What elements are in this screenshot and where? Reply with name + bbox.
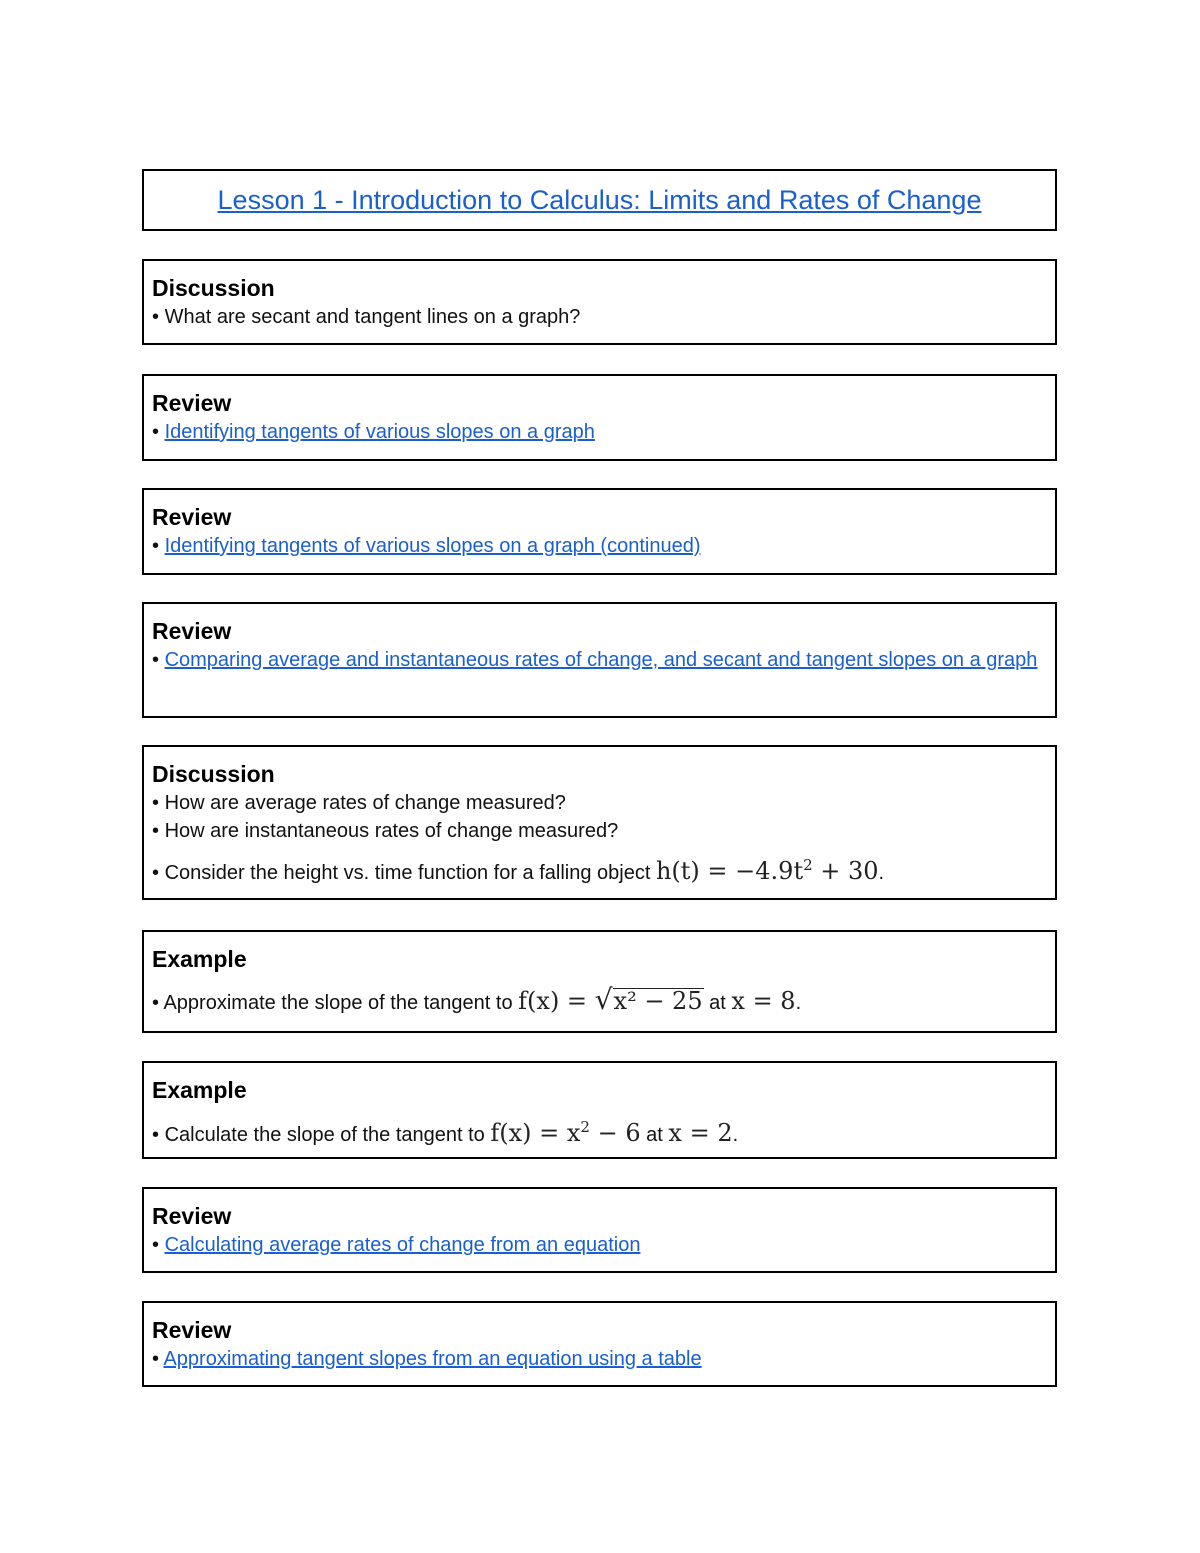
bullet-line [152, 418, 1047, 446]
review-link[interactable]: Calculating average rates of change from an equation [164, 1234, 641, 1256]
review-link[interactable]: Approximating tangent slopes from an equation using a table [163, 1348, 702, 1370]
section-review-5 [142, 1301, 1057, 1387]
section-title: Review [152, 504, 232, 530]
section-title: Discussion [152, 761, 275, 787]
review-link[interactable]: Identifying tangents of various slopes on a graph (continued) [164, 535, 701, 557]
section-title: Review [152, 618, 232, 644]
bullet-line [152, 532, 1047, 560]
sqrt-function-formula: f(x) = √x² − 25 [518, 983, 703, 1016]
line-text: What are secant and tangent lines on a graph? [164, 306, 581, 328]
section-title: Review [152, 390, 232, 416]
bullet: • [152, 820, 160, 842]
bullet-line [152, 1345, 1047, 1373]
section-review-1 [142, 374, 1057, 461]
x-value: x = 2 [668, 1119, 733, 1147]
section-discussion-2 [142, 745, 1057, 900]
line-text: Consider the height vs. time function for a falling object [164, 862, 651, 884]
bullet-line: • Calculate the slope of the tangent to $f(x) = x^2 - 6$ at x = 2. [152, 1118, 739, 1147]
section-title: Discussion [152, 275, 275, 301]
section-example-1 [142, 930, 1057, 1033]
bullet: • [152, 1348, 160, 1370]
section-title: Review [152, 1203, 232, 1229]
lesson-title-box [142, 169, 1057, 231]
bullet-line [152, 303, 1047, 331]
x-value: x = 8 [731, 987, 796, 1015]
bullet: • [152, 649, 160, 671]
line-text: How are average rates of change measured? [164, 792, 566, 814]
bullet: • [152, 1124, 160, 1146]
bullet: • [152, 421, 160, 443]
bullet-line: • Consider the height vs. time function for a falling object $h(t) = -4.9t^2 + 30$. [152, 856, 885, 885]
bullet-line [152, 817, 1047, 845]
bullet-line [152, 1231, 1047, 1259]
quadratic-function-formula: $f(x) = x^2 - 6$ [490, 1118, 641, 1147]
bullet: • [152, 992, 160, 1014]
bullet: • [152, 862, 160, 884]
bullet-line [152, 646, 1047, 674]
bullet: • [152, 306, 160, 328]
line-text: Approximate the slope of the tangent to [163, 992, 513, 1014]
section-review-4 [142, 1187, 1057, 1273]
height-function-formula: $h(t) = -4.9t^2 + 30$ [655, 856, 879, 885]
bullet: • [152, 792, 160, 814]
bullet-line: • Approximate the slope of the tangent to f(x) = √x² − 25 at x = 8. [152, 983, 802, 1016]
bullet: • [152, 535, 160, 557]
section-title: Example [152, 946, 247, 972]
section-review-2 [142, 488, 1057, 575]
line-text: How are instantaneous rates of change measured? [164, 820, 619, 842]
review-link[interactable]: Identifying tangents of various slopes on a graph [164, 421, 595, 443]
section-title: Example [152, 1077, 247, 1103]
lesson-title-link[interactable]: Lesson 1 - Introduction to Calculus: Limits and Rates of Change [217, 184, 982, 215]
section-review-3 [142, 602, 1057, 718]
bullet-line [152, 789, 1047, 817]
review-link[interactable]: Comparing average and instantaneous rates of change, and secant and tangent slopes on a graph [164, 649, 1038, 671]
line-text: Calculate the slope of the tangent to [164, 1124, 485, 1146]
section-title: Review [152, 1317, 232, 1343]
section-example-2 [142, 1061, 1057, 1159]
section-discussion-1 [142, 259, 1057, 345]
bullet: • [152, 1234, 160, 1256]
